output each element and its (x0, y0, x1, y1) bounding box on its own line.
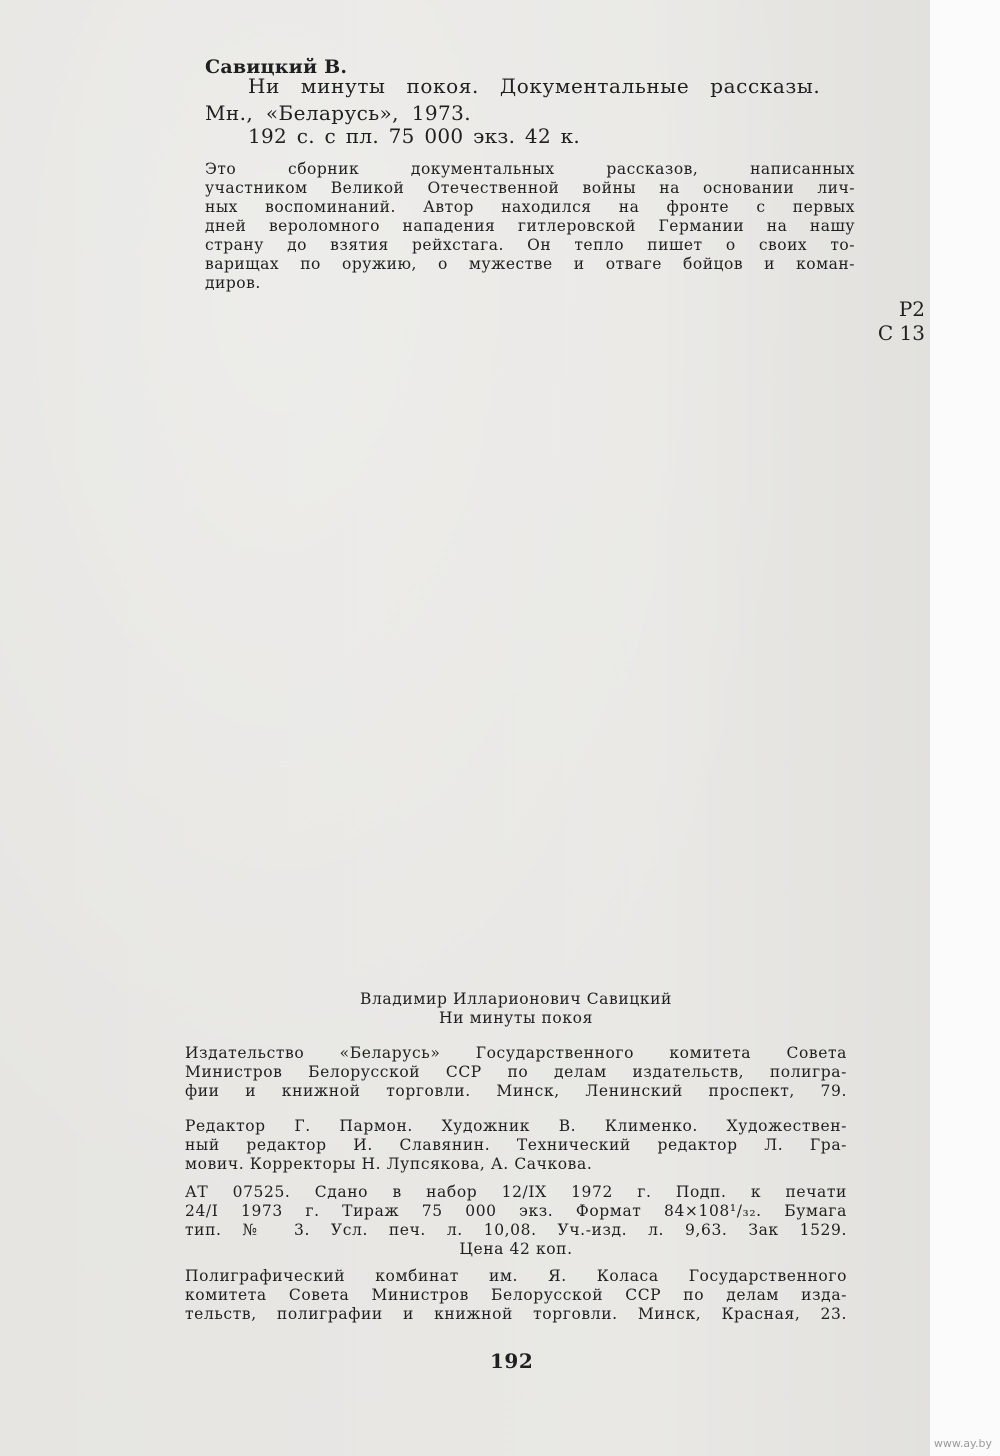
publisher-line: Издательство «Беларусь» Государственного комитета Совета (185, 1044, 847, 1062)
annotation-line: ных воспоминаний. Автор находился на фронте с первых (205, 198, 855, 216)
annotation-paragraph (205, 160, 855, 293)
printer-line: комитета Совета Министров Белорусской ССР по делам изда- (185, 1286, 847, 1304)
bibliographic-publication: Мн., «Беларусь», 1973. (205, 101, 471, 125)
colophon-header (185, 990, 847, 1028)
colophon-author: Владимир Илларионович Савицкий (360, 990, 672, 1008)
print-line: АТ 07525. Сдано в набор 12/IX 1972 г. Подп. к печати (185, 1183, 847, 1201)
page-number: 192 (490, 1349, 534, 1373)
colophon-publisher (185, 1044, 847, 1101)
bibliographic-pages: 192 с. с пл. 75 000 экз. 42 к. (248, 124, 581, 148)
colophon-title: Ни минуты покоя (439, 1009, 593, 1027)
page-background-margin (930, 0, 1000, 1456)
annotation-line: участником Великой Отечественной войны на основании лич- (205, 179, 855, 197)
printer-line: Полиграфический комбинат им. Я. Коласа Государственного (185, 1267, 847, 1285)
editors-line: Редактор Г. Пармон. Художник В. Клименко. Художествен- (185, 1117, 847, 1135)
annotation-line: Это сборник документальных рассказов, написанных (205, 160, 855, 178)
annotation-line: дней вероломного нападения гитлеровской Германии на нашу (205, 217, 855, 235)
watermark: www.ay.by (933, 1437, 992, 1450)
print-line: 24/I 1973 г. Тираж 75 000 экз. Формат 84×108¹/₃₂. Бумага (185, 1202, 847, 1220)
colophon-print-details (185, 1183, 847, 1259)
editors-line: мович. Корректоры Н. Лупсякова, А. Сачкова. (185, 1155, 593, 1173)
annotation-line: диров. (205, 274, 261, 292)
editors-line: ный редактор И. Славянин. Технический редактор Л. Гра- (185, 1136, 847, 1154)
classification-code: Р2 (898, 297, 925, 321)
publisher-line: Министров Белорусской ССР по делам издательств, полигра- (185, 1063, 847, 1081)
print-line: тип. № 3. Усл. печ. л. 10,08. Уч.-изд. л. 9,63. Зак 1529. (185, 1221, 847, 1239)
price: Цена 42 коп. (459, 1240, 573, 1258)
colophon-printer (185, 1267, 847, 1324)
bibliographic-author: Савицкий В. (205, 56, 348, 78)
annotation-line: страну до взятия рейхстага. Он тепло пишет о своих то- (205, 236, 855, 254)
annotation-line: варищах по оружию, о мужестве и отваге бойцов и коман- (205, 255, 855, 273)
bibliographic-title: Ни минуты покоя. Документальные рассказы. (248, 74, 821, 98)
colophon-editors (185, 1117, 847, 1174)
printer-line: тельств, полиграфии и книжной торговли. Минск, Красная, 23. (185, 1305, 847, 1323)
publisher-line: фии и книжной торговли. Минск, Ленинский проспект, 79. (185, 1082, 847, 1100)
classification-code: С 13 (877, 321, 925, 345)
